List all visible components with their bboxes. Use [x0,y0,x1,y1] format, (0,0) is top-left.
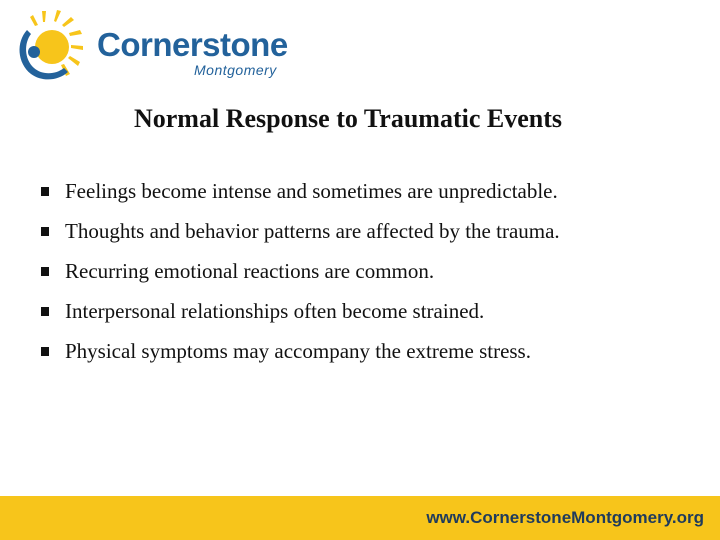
bullet-text: Thoughts and behavior patterns are affected by the trauma. [65,219,560,243]
sun-person-logo-icon [14,8,94,86]
logo-subtitle: Montgomery [194,62,277,78]
bullet-text: Recurring emotional reactions are common. [65,259,435,283]
bullet-text: Physical symptoms may accompany the extreme stress. [65,339,531,363]
bullet-item [40,340,680,363]
bullet-text: Interpersonal relationships often become strained. [65,299,485,323]
cornerstone-logo [14,8,304,86]
footer-bar [0,496,720,540]
website-url: www.CornerstoneMontgomery.org [426,508,704,527]
bullet-item [40,180,680,203]
slide-title: Normal Response to Traumatic Events [133,104,562,133]
bullet-item [40,260,680,283]
bullet-list [40,180,680,363]
bullet-item [40,300,680,323]
square-bullet-icon [41,267,49,276]
bullet-text: Feelings become intense and sometimes are unpredictable. [65,179,558,203]
square-bullet-icon [41,187,49,196]
square-bullet-icon [41,347,49,356]
square-bullet-icon [41,307,49,316]
logo-wordmark: Cornerstone [97,26,288,63]
square-bullet-icon [41,227,49,236]
bullet-item [40,220,680,243]
